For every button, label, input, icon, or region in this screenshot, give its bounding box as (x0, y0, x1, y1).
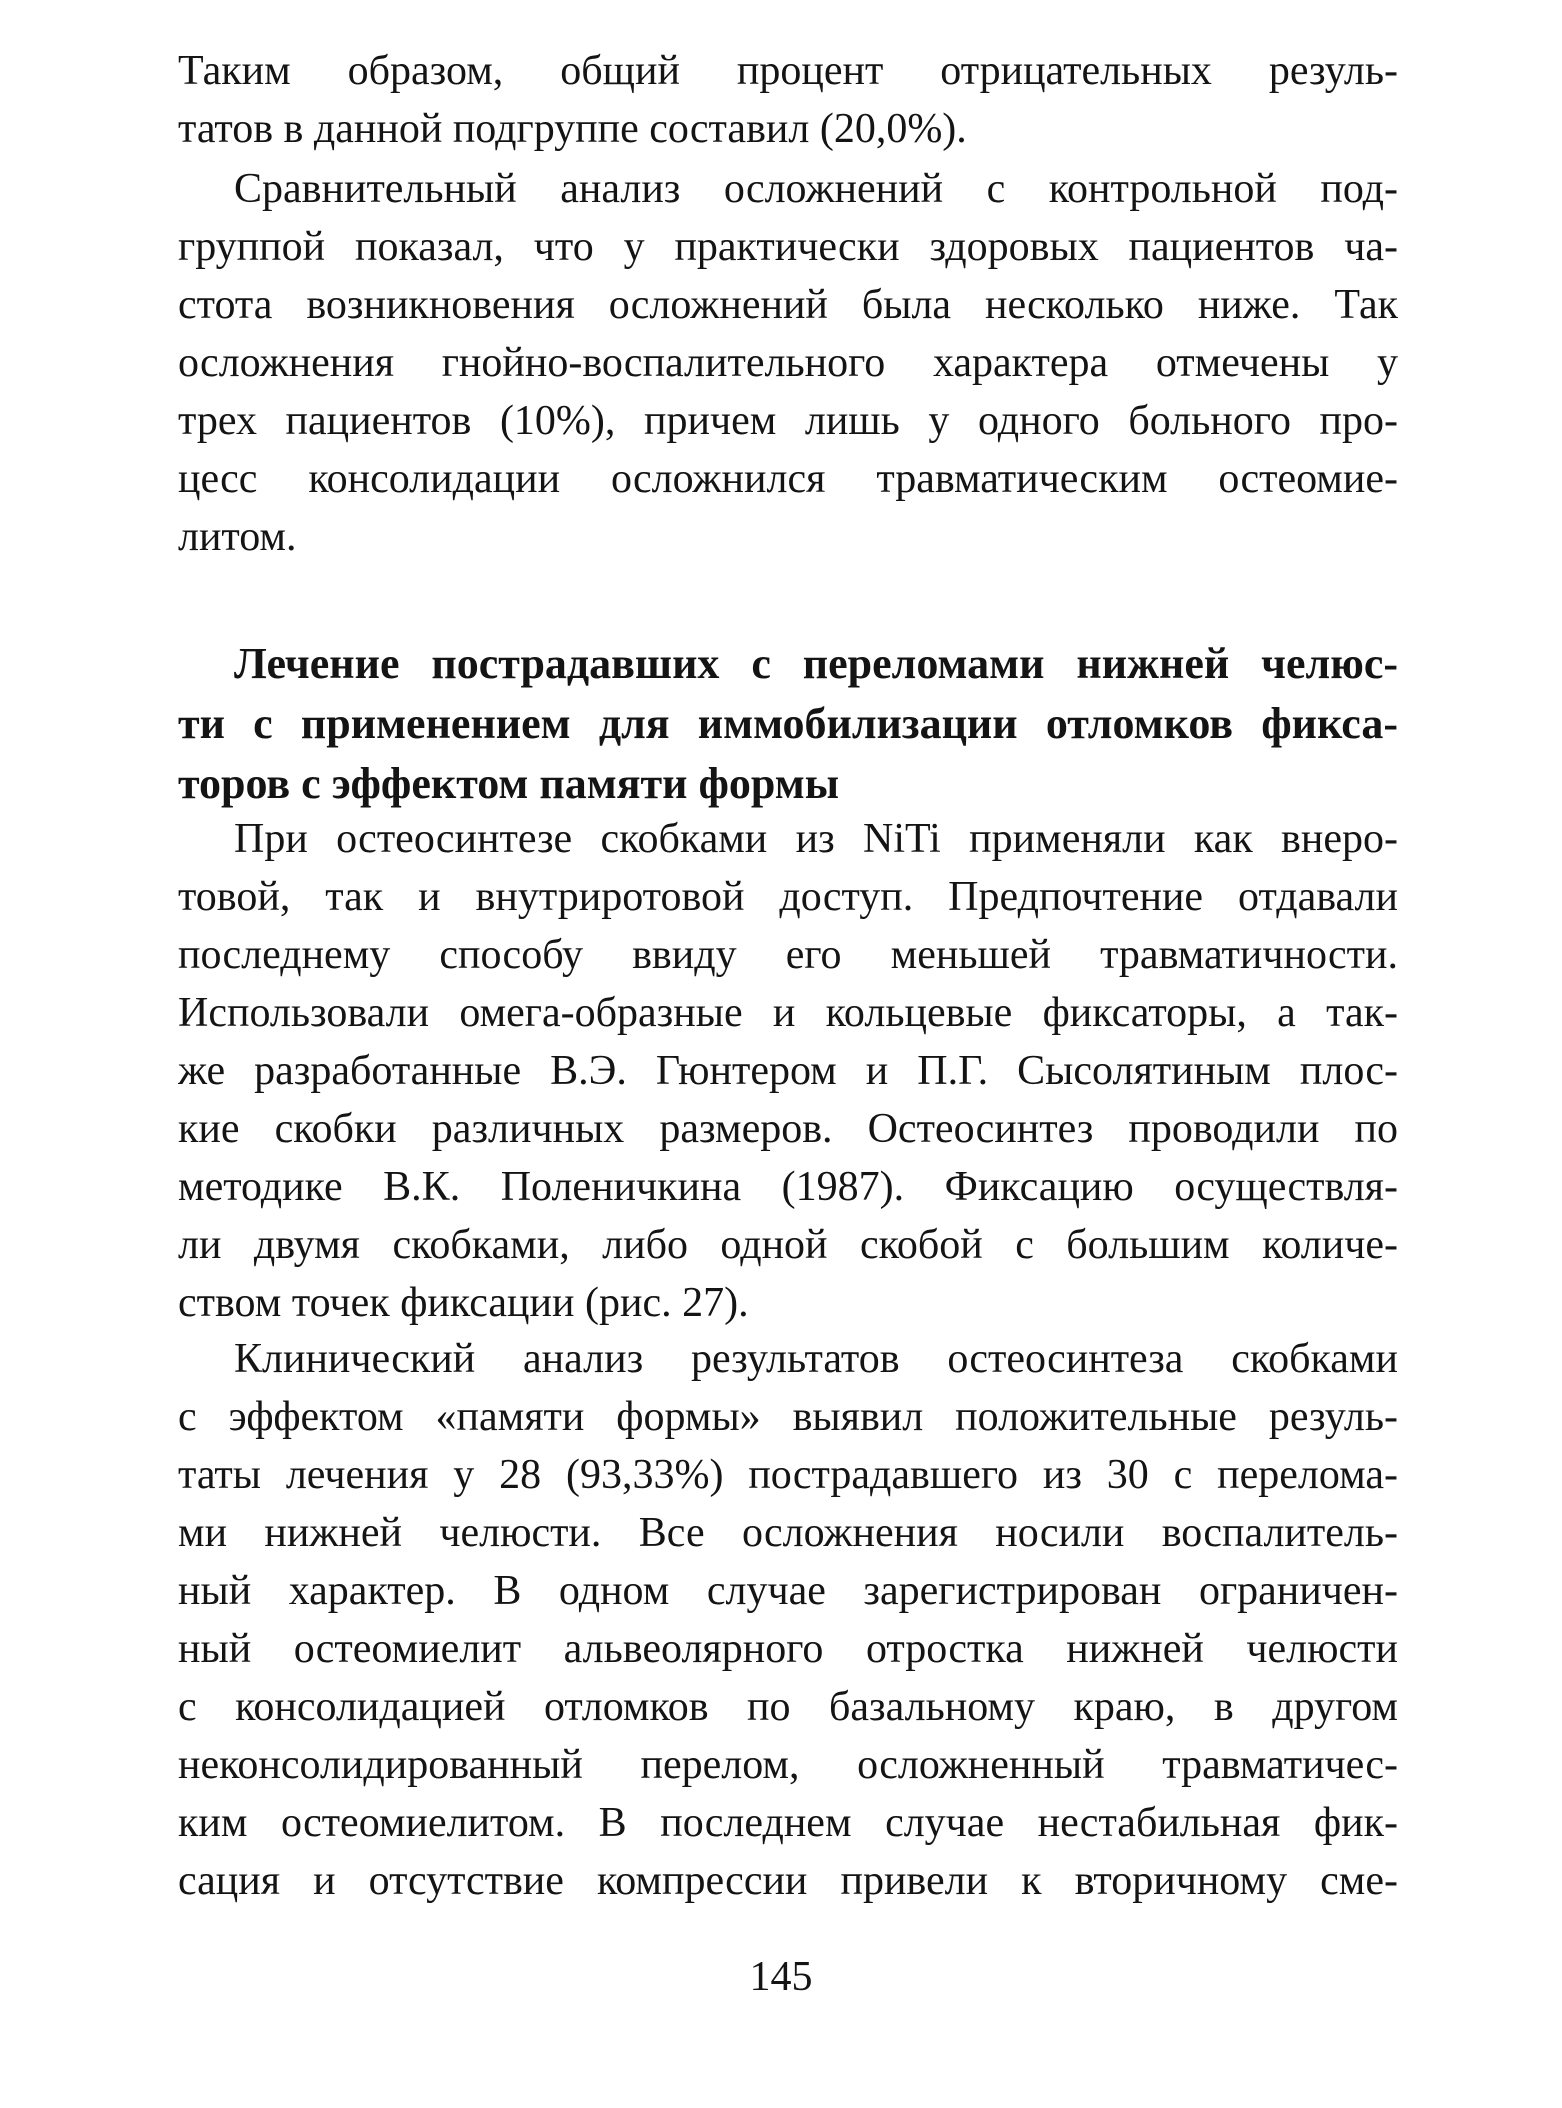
paragraph-intro (178, 42, 1398, 158)
text-line: трех пациентов (10%), причем лишь у одного больного про- (178, 398, 1398, 444)
page-number: 145 (749, 1954, 813, 2000)
text-line: осложнения гнойно-воспалительного характера отмечены у (178, 340, 1398, 386)
text-line: с эффектом «памяти формы» выявил положительные резуль- (178, 1394, 1398, 1440)
text-line: Использовали омега-образные и кольцевые фиксаторы, а так- (178, 990, 1398, 1036)
text-line: последнему способу ввиду его меньшей травматичности. (178, 932, 1398, 978)
text-line: татов в данной подгруппе составил (20,0%). (178, 106, 967, 152)
text-line: ством точек фиксации (рис. 27). (178, 1280, 749, 1326)
text-line: ный остеомиелит альвеолярного отростка нижней челюсти (178, 1626, 1398, 1672)
text-line: При остеосинтезе скобками из NiTi применяли как внеро- (234, 816, 1398, 862)
text-line: ли двумя скобками, либо одной скобой с большим количе- (178, 1222, 1398, 1268)
text-line: Клинический анализ результатов остеосинтеза скобками (234, 1336, 1398, 1382)
text-line: товой, так и внутриротовой доступ. Предпочтение отдавали (178, 874, 1398, 920)
paragraph-comparative-analysis (178, 160, 1398, 566)
text-line: Сравнительный анализ осложнений с контрольной под- (234, 166, 1398, 212)
text-line: ким остеомиелитом. В последнем случае нестабильная фик- (178, 1800, 1398, 1846)
text-line: сация и отсутствие компрессии привели к вторичному сме- (178, 1858, 1398, 1904)
paragraph-osteosynthesis-method (178, 810, 1398, 1332)
section-heading (178, 634, 1398, 814)
text-line: ми нижней челюсти. Все осложнения носили воспалитель- (178, 1510, 1398, 1556)
text-line: стота возникновения осложнений была несколько ниже. Так (178, 282, 1398, 328)
heading-line: ти с применением для иммобилизации отломков фикса- (178, 699, 1398, 748)
text-line: кие скобки различных размеров. Остеосинтез проводили по (178, 1106, 1398, 1152)
text-line: группой показал, что у практически здоровых пациентов ча- (178, 224, 1398, 270)
text-line: методике В.К. Поленичкина (1987). Фиксацию осуществля- (178, 1164, 1398, 1210)
text-line: таты лечения у 28 (93,33%) пострадавшего из 30 с перелома- (178, 1452, 1398, 1498)
heading-line: торов с эффектом памяти формы (178, 759, 840, 808)
text-line: же разработанные В.Э. Гюнтером и П.Г. Сысолятиным плос- (178, 1048, 1398, 1094)
text-line: с консолидацией отломков по базальному краю, в другом (178, 1684, 1398, 1730)
heading-line: Лечение пострадавших с переломами нижней челюс- (234, 639, 1398, 688)
text-line: литом. (178, 514, 297, 560)
text-line: Таким образом, общий процент отрицательных резуль- (178, 48, 1398, 94)
text-line: ный характер. В одном случае зарегистрирован ограничен- (178, 1568, 1398, 1614)
paragraph-clinical-analysis (178, 1330, 1398, 1910)
text-line: цесс консолидации осложнился травматическим остеомие- (178, 456, 1398, 502)
text-line: неконсолидированный перелом, осложненный травматичес- (178, 1742, 1398, 1788)
